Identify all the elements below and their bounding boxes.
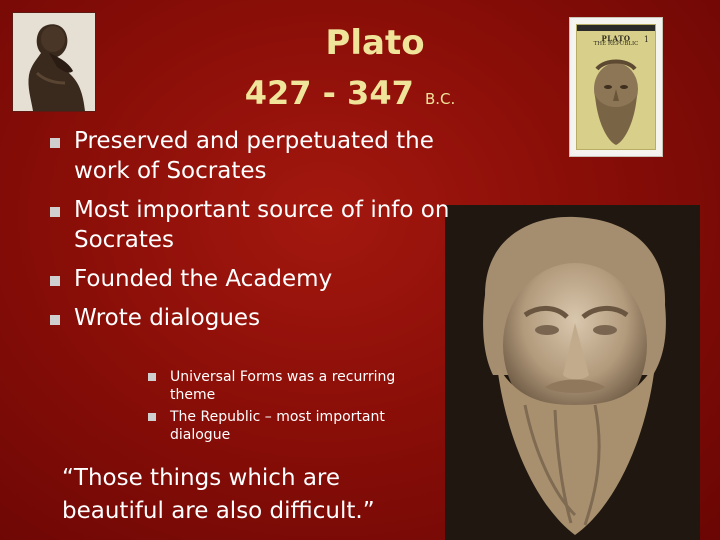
bullet-dialogues [50, 303, 470, 333]
title-era-suffix: B.C. [424, 89, 456, 108]
bullet-source [50, 195, 470, 255]
book-header-band [577, 25, 655, 31]
republic-book-cover-image [570, 18, 662, 156]
bullet-marker [50, 276, 60, 286]
title-years-line [100, 73, 600, 113]
main-bullet-list [50, 126, 470, 342]
book-author: PLATO [601, 34, 631, 43]
bullet-text: Most important source of info on Socrates [74, 197, 450, 253]
plato-quote: “Those things which are beautiful are also difficult.” [62, 465, 375, 524]
thinker-statue-image [12, 12, 96, 112]
bullet-marker [50, 138, 60, 148]
book-number: 1 [643, 35, 649, 44]
sub-bullet-list [148, 368, 428, 448]
book-cover-panel [576, 24, 656, 150]
book-bust-illustration [583, 55, 649, 147]
subbullet-marker [148, 413, 156, 421]
bullet-marker [50, 207, 60, 217]
title-years: 427 - 347 [244, 73, 414, 112]
subbullet-republic [148, 408, 428, 444]
subbullet-marker [148, 373, 156, 381]
subbullet-forms [148, 368, 428, 404]
title-name: Plato [325, 23, 425, 63]
plato-bust-photo [445, 205, 700, 540]
bullet-text: Founded the Academy [74, 266, 333, 292]
book-cover-text [583, 35, 649, 48]
subbullet-text: Universal Forms was a recurring theme [170, 369, 396, 403]
slide-title [200, 22, 600, 113]
bullet-marker [50, 315, 60, 325]
bullet-text: Preserved and perpetuated the work of Socrates [74, 128, 434, 184]
subbullet-text: The Republic – most important dialogue [170, 409, 385, 443]
bullet-preserved [50, 126, 470, 186]
bullet-text: Wrote dialogues [74, 305, 261, 331]
book-title: THE REPUBLIC [593, 41, 639, 48]
bullet-academy [50, 264, 470, 294]
